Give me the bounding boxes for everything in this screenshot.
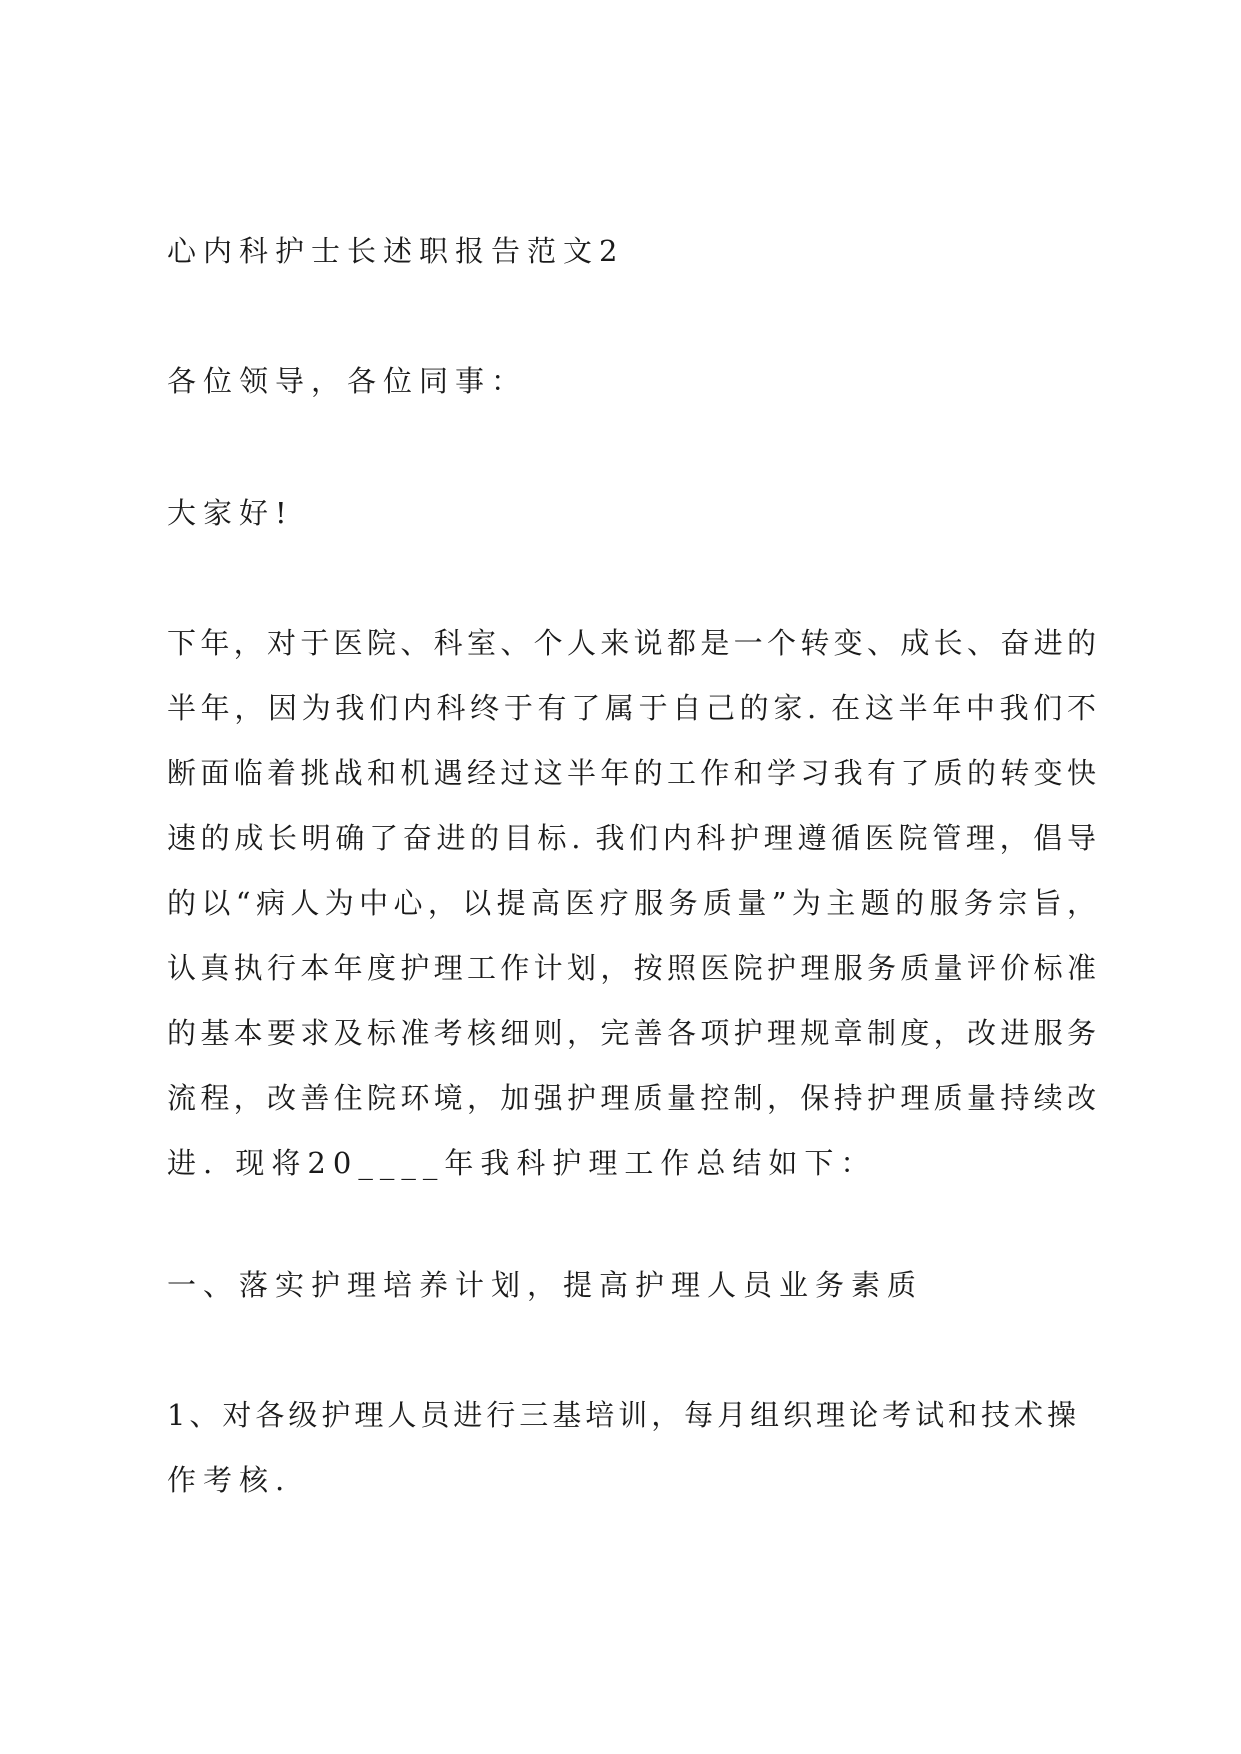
paragraph-line: 的以“病人为中心，以提高医疗服务质量”为主题的服务宗旨， <box>167 886 1097 920</box>
paragraph-line: 流程，改善住院环境，加强护理质量控制，保持护理质量持续改 <box>167 1081 1097 1115</box>
salutation: 大家好! <box>167 496 294 530</box>
paragraph-line: 半年，因为我们内科终于有了属于自己的家. 在这半年中我们不 <box>167 691 1097 725</box>
paragraph-line: 断面临着挑战和机遇经过这半年的工作和学习我有了质的转变快 <box>167 756 1097 790</box>
paragraph-line: 的基本要求及标准考核细则，完善各项护理规章制度，改进服务 <box>167 1016 1097 1050</box>
intro-paragraph <box>167 625 1097 1210</box>
list-item-line: 1、对各级护理人员进行三基培训，每月组织理论考试和技术操 <box>167 1398 1077 1432</box>
paragraph-line: 认真执行本年度护理工作计划，按照医院护理服务质量评价标准 <box>167 951 1097 985</box>
greeting: 各位领导，各位同事： <box>167 364 528 398</box>
list-item-line: 作考核. <box>167 1463 292 1497</box>
list-item-1 <box>167 1397 1077 1527</box>
document-title: 心内科护士长述职报告范文2 <box>167 234 625 268</box>
paragraph-line: 速的成长明确了奋进的目标. 我们内科护理遵循医院管理，倡导 <box>167 821 1097 855</box>
section-heading: 一、落实护理培养计划，提高护理人员业务素质 <box>167 1268 924 1302</box>
paragraph-line: 下年，对于医院、科室、个人来说都是一个转变、成长、奋进的 <box>167 626 1097 660</box>
paragraph-line: 进. 现将20____年我科护理工作总结如下： <box>167 1146 877 1180</box>
